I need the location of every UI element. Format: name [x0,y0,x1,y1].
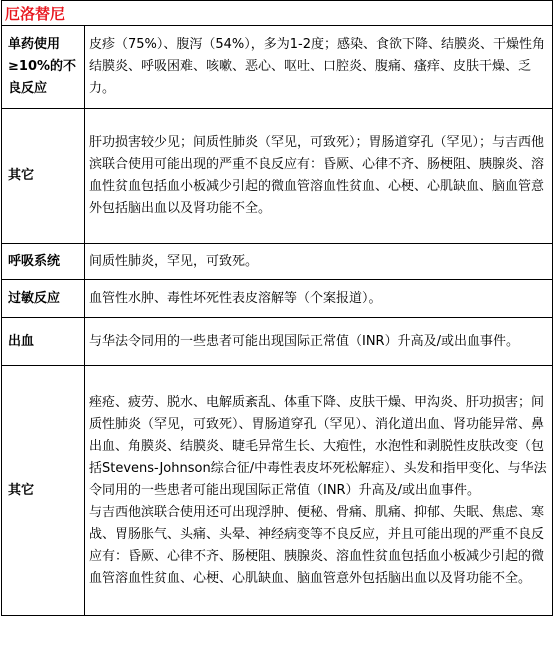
adverse-reactions-table-wrapper [1,0,552,616]
table-row [2,366,553,616]
row-content: 肝功损害较少见；间质性肺炎（罕见，可致死）；胃肠道穿孔（罕见）；与吉西他滨联合使用可能出现的严重不良反应有：昏厥、心律不齐、肠梗阻、胰腺炎、溶血性贫血包括血小板减少引起的微血管溶血性贫血、心梗、心肌缺血、脑血管意外包括脑出血以及肾功能不全。 [85,109,553,244]
table-row [2,280,553,318]
row-content: 血管性水肿、毒性坏死性表皮溶解等（个案报道）。 [85,280,553,318]
row-content [85,366,553,616]
row-label: 其它 [2,109,85,244]
row-content: 与华法令同用的一些患者可能出现国际正常值（INR）升高及/或出血事件。 [85,318,553,366]
row-content: 间质性肺炎，罕见，可致死。 [85,244,553,280]
table-row [2,244,553,280]
table-row [2,26,553,109]
row-paragraph: 痤疮、疲劳、脱水、电解质紊乱、体重下降、皮肤干燥、甲沟炎、肝功损害；间质性肺炎（罕见，可致死）、胃肠道穿孔（罕见）、消化道出血、肾功能异常、鼻出血、角膜炎、结膜炎、睫毛异常生长、大疱性，水泡性和剥脱性皮肤改变（包括Stevens-Johnson综合征/中毒性表皮坏死松解症）、头发和指甲变化、与华法令同用的一些患者可能出现国际正常值（INR）升高及/或出血事件。 [89,394,547,498]
row-label: 呼吸系统 [2,244,85,280]
row-label: 其它 [2,366,85,616]
adverse-reactions-table [1,0,553,616]
title-row [2,1,553,26]
row-content: 皮疹（75%）、腹泻（54%），多为1-2度；感染、食欲下降、结膜炎、干燥性角结膜炎、呼吸困难、咳嗽、恶心、呕吐、口腔炎、腹痛、瘙痒、皮肤干燥、乏力。 [85,26,553,109]
table-row [2,109,553,244]
table-row [2,318,553,366]
row-label: 单药使用≥10%的不良反应 [2,26,85,109]
drug-title: 厄洛替尼 [2,1,553,26]
row-paragraph: 与吉西他滨联合使用还可出现浮肿、便秘、骨痛、肌痛、抑郁、失眠、焦虑、寒战、胃肠胀气、头痛、头晕、神经病变等不良反应，并且可能出现的严重不良反应有：昏厥、心律不齐、肠梗阻、胰腺炎、溶血性贫血包括血小板减少引起的微血管溶血性贫血、心梗、心肌缺血、脑血管意外包括脑出血以及肾功能不全。 [89,504,545,586]
row-label: 出血 [2,318,85,366]
row-label: 过敏反应 [2,280,85,318]
